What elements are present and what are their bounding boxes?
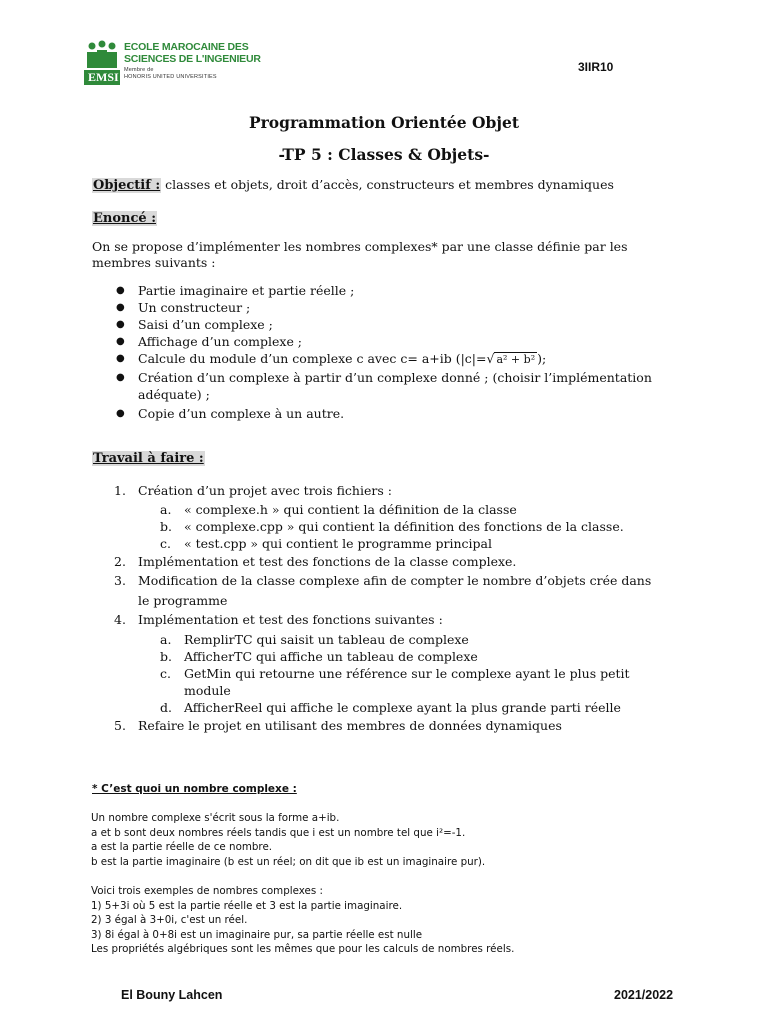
objective-label: Objectif : <box>93 178 161 193</box>
note-body: Un nombre complexe s'écrit sous la forme a+ib. a et b sont deux nombres réels tandis que i est un nombre tel que i²=-1. a est la partie réelle de ce nombre. b est la partie imaginaire (b est un réel; on dit que ib est un imaginaire pur). Voici trois exemples de nombres complexes : 1) 5+3i où 5 est la partie réelle et 3 est la partie imaginaire. 2) 3 égal à 3+0i, c'est un réel. 3) 8i égal à 0+8i est un imaginaire pur, sa partie réelle est nulle Les propriétés algébriques sont les mêmes que pour les calculs de nombres réels. <box>91 812 515 956</box>
list-item: b. « complexe.cpp » qui contient la définition des fonctions de la classe. <box>160 519 624 534</box>
page-subtitle: -TP 5 : Classes & Objets- <box>278 145 490 164</box>
list-item: ● Copie d’un complexe à un autre. <box>116 406 345 421</box>
work-item-3-cont: le programme <box>138 593 228 608</box>
page-title: Programmation Orientée Objet <box>248 113 520 132</box>
statement-intro: On se propose d’implémenter les nombres complexes* par une classe définie par les membres suivants : <box>92 239 628 270</box>
logo-line-1: ECOLE MAROCAINE DES <box>124 41 249 53</box>
list-item: ● Calcule du module d’un complexe c avec c= a+ib (|c|=√ a² + b² ); <box>116 351 547 366</box>
list-item: module <box>184 683 231 698</box>
logo-school-name <box>124 41 261 65</box>
statement-bullet-list <box>116 282 718 422</box>
footer-author: El Bouny Lahcen <box>121 988 223 1002</box>
list-item: a. RemplirTC qui saisit un tableau de complexe <box>160 632 469 647</box>
work-item-1: 1. Création d’un projet avec trois fichiers : <box>114 483 392 498</box>
logo-emsi-text: EMSI <box>88 70 119 84</box>
list-item: ● Affichage d’un complexe ; <box>116 334 303 349</box>
work-item-1-subs <box>160 501 624 552</box>
work-item-5: 5. Refaire le projet en utilisant des membres de données dynamiques <box>114 718 562 733</box>
objective-text: classes et objets, droit d’accès, constructeurs et membres dynamiques <box>161 177 614 192</box>
list-item: b. AfficherTC qui affiche un tableau de complexe <box>160 649 478 664</box>
list-item: ● Un constructeur ; <box>116 300 251 315</box>
course-code: 3IIR10 <box>578 60 614 74</box>
list-item: ● Création d’un complexe à partir d’un complexe donné ; (choisir l’implémentation adéquate) ; <box>116 370 652 402</box>
list-item: ● Partie imaginaire et partie réelle ; <box>116 283 355 298</box>
logo-line-2: SCIENCES DE L'INGENIEUR <box>124 53 261 65</box>
module-formula: a² + b² <box>496 353 536 366</box>
work-label: Travail à faire : <box>93 451 204 466</box>
logo-sub-2: HONORIS UNITED UNIVERSITIES <box>124 73 217 80</box>
footer-year: 2021/2022 <box>614 988 674 1002</box>
list-item: c. « test.cpp » qui contient le programme principal <box>160 536 492 551</box>
statement-label: Enoncé : <box>93 211 156 226</box>
list-item: ● Saisi d’un complexe ; <box>116 317 273 332</box>
list-item: d. AfficherReel qui affiche le complexe ayant la plus grande parti réelle <box>160 700 621 715</box>
work-item-3: 3. Modification de la classe complexe afin de compter le nombre d’objets crée dans <box>114 573 652 588</box>
work-item-4: 4. Implémentation et test des fonctions suivantes : <box>114 612 443 627</box>
note-label: * C’est quoi un nombre complexe : <box>92 783 297 795</box>
list-item: a. « complexe.h » qui contient la définition de la classe <box>160 502 517 517</box>
objective <box>92 177 614 194</box>
logo-sub-1: Membre de <box>124 67 154 73</box>
logo-membership <box>124 67 217 80</box>
list-item: c. GetMin qui retourne une référence sur le complexe ayant le plus petit <box>160 666 630 681</box>
sqrt-symbol: √ <box>486 351 495 366</box>
work-item-2: 2. Implémentation et test des fonctions de la classe complexe. <box>114 554 517 569</box>
work-item-4-subs <box>160 631 630 716</box>
